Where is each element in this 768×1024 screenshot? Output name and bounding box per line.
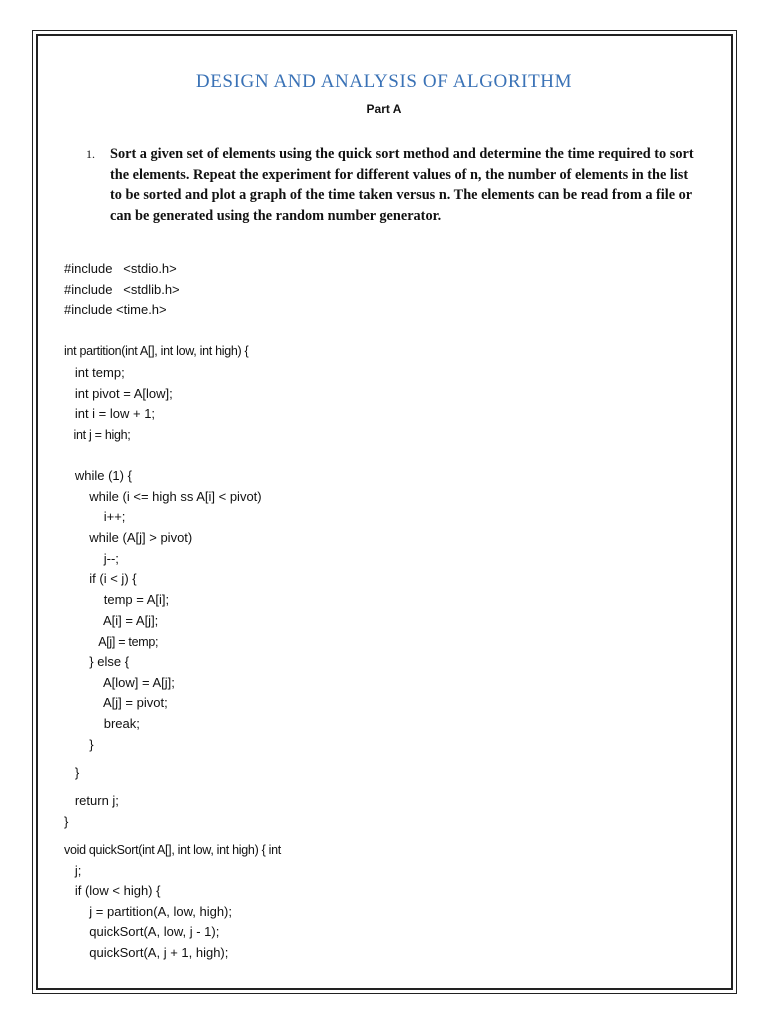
code-line: while (1) { [64,468,132,483]
code-line: #include <stdio.h> [64,261,177,276]
code-line: A[j] = pivot; [64,695,168,710]
code-line: if (low < high) { [64,883,161,898]
document-title: DESIGN AND ANALYSIS OF ALGORITHM [195,71,573,92]
code-line: } [64,765,80,780]
code-line: #include <time.h> [64,302,167,317]
code-line: quickSort(A, low, j - 1); [64,924,220,939]
document-subtitle: Part A [366,102,402,116]
code-line: } [64,814,69,829]
code-line: int pivot = A[low]; [64,386,173,401]
code-line: int i = low + 1; [64,406,156,421]
code-line: while (A[j] > pivot) [64,530,193,545]
code-line: break; [64,716,140,731]
code-line: return j; [64,793,119,808]
code-line: A[low] = A[j]; [64,675,175,690]
question-number: 1. [86,147,95,161]
code-line: j; [64,863,82,878]
code-line: } else { [64,654,130,669]
code-line: temp = A[i]; [64,592,170,607]
code-line: int j = high; [64,428,131,442]
code-line: int partition(int A[], int low, int high) { [64,344,249,358]
code-line: A[i] = A[j]; [64,613,159,628]
question-text: Sort a given set of elements using the quick sort method and determine the time required to sort the elements. Repeat the experiment for different values of n, the number of elements in the list to be sorted and plot a graph of the time taken versus n. The elements can be read from a file or can be generated using the random number generator. [110,146,694,224]
code-line: if (i < j) { [64,571,137,586]
code-line: int temp; [64,365,125,380]
code-line: void quickSort(int A[], int low, int high) { int [64,843,281,857]
code-line: while (i <= high ss A[i] < pivot) [64,489,262,504]
code-line: quickSort(A, j + 1, high); [64,945,229,960]
code-line: j = partition(A, low, high); [64,904,232,919]
code-line: j--; [64,551,119,566]
code-line: } [64,737,94,752]
question-item [86,144,701,226]
code-line: A[j] = temp; [64,635,159,649]
code-line: #include <stdlib.h> [64,282,180,297]
code-line: i++; [64,509,126,524]
